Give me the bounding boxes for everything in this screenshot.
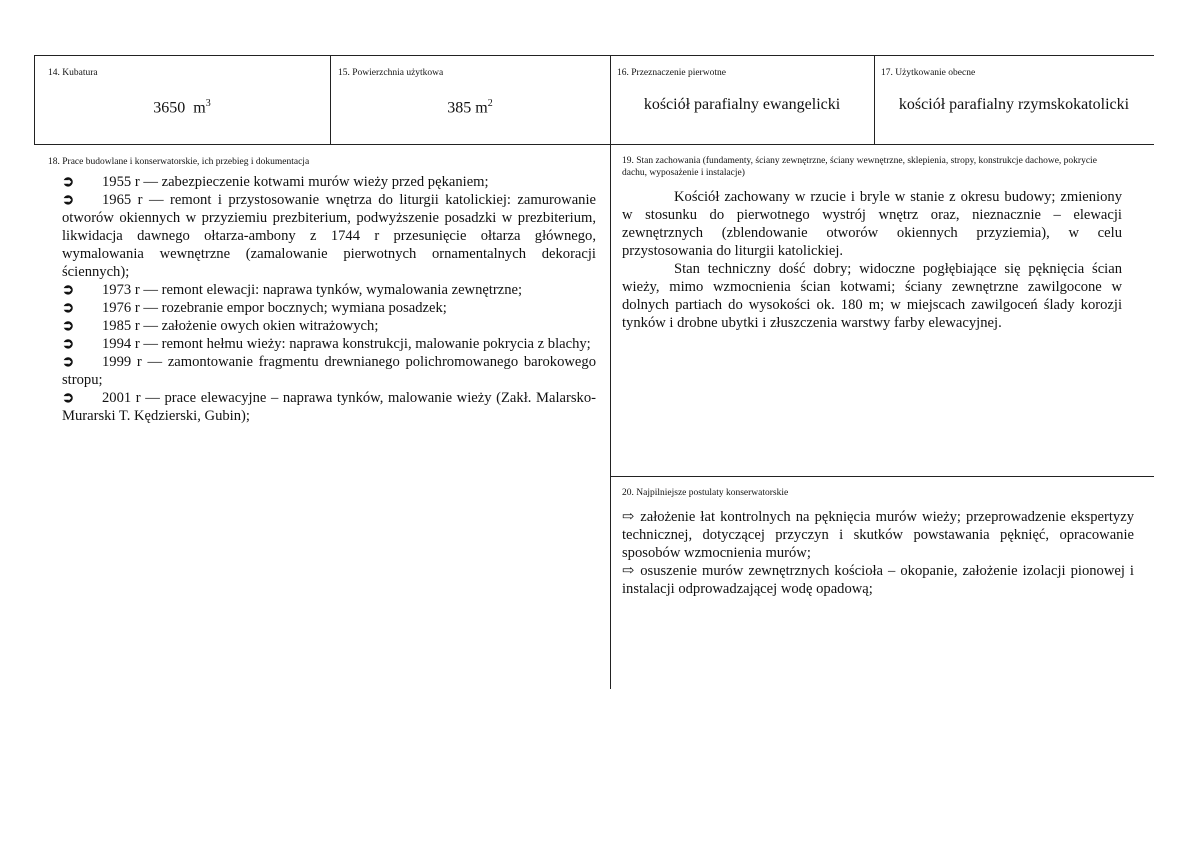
bullet-arrow-icon: ➲: [62, 192, 75, 208]
bullet-arrow-icon: ➲: [62, 174, 75, 190]
col-divider-16: [610, 55, 611, 689]
right-arrow-icon: ⇨: [622, 509, 635, 525]
field-16-value: kościół parafialny ewangelicki: [643, 96, 841, 113]
list-item: ⇨ osuszenie murów zewnętrznych kościoła – okopanie, założenie izolacji pionowej i instalacji odprowadzającej wodę opadową;: [622, 563, 1134, 597]
field-14-label: 14. Kubatura: [48, 68, 98, 78]
section-19-label: 19. Stan zachowania (fundamenty, ściany zewnętrzne, ściany wewnętrzne, sklepienia, stropy, konstrukcje dachowe, pokrycie dachu, wyposażenie i instalacje): [622, 156, 1097, 178]
list-item: ➲ 1973 r — remont elewacji: naprawa tynków, wymalowania zewnętrzne;: [62, 282, 523, 298]
section-20-list: [622, 508, 1134, 598]
bullet-arrow-icon: ➲: [62, 300, 75, 316]
list-item: ➲ 2001 r — prace elewacyjne – naprawa tynków, malowanie wieży (Zakł. Malarsko-Murarski T. Kędzierski, Gubin);: [62, 390, 596, 424]
section-20-label: 20. Najpilniejsze postulaty konserwatorskie: [622, 488, 789, 498]
field-15-value: 385 $m^2$: [447, 98, 493, 117]
list-item: ➲ 1985 r — założenie owych okien witrażowych;: [62, 318, 379, 334]
bullet-arrow-icon: ➲: [62, 318, 75, 334]
field-17-label: 17. Użytkowanie obecne: [881, 68, 976, 78]
list-item: ➲ 1955 r — zabezpieczenie kotwami murów wieży przed pękaniem;: [62, 174, 489, 190]
list-item: ➲ 1999 r — zamontowanie fragmentu drewnianego polichromowanego barokowego stropu;: [62, 354, 596, 388]
section-19-text: [622, 188, 1122, 332]
paragraph: Kościół zachowany w rzucie i bryle w stanie z okresu budowy; zmieniony w stosunku do pierwotnego wystrój wnętrz oraz, nieznacznie – elewacji zewnętrznych (zblendowanie otworów okiennych przyziemia), w celu przystosowania do liturgii katolickiej.: [622, 189, 1122, 259]
row-divider: [34, 144, 1154, 145]
paragraph: Stan techniczny dość dobry; widoczne pogłębiające się pęknięcia ścian wieży, mimo wzmocnienia ścian kotwami; ściany zewnętrzne zawilgocone w dolnych partiach do wysokości ok. 180 m; w miejscach zawilgoceń ślady korozji tynków i drobne ubytki i złuszczenia warstwy farby elewacyjnej.: [622, 261, 1122, 331]
list-item: ➲ 1965 r — remont i przystosowanie wnętrza do liturgii katolickiej: zamurowanie otworów okiennych w przyziemiu prezbiterium, podwyższenie posadzki w prezbiterium, likwidacja dawnego ołtarza-ambony z 1744 r przesunięcie ołtarza głównego, wymalowania wewnętrzne (zamalowanie pierwotnych ornamentalnych dekoracji ściennych);: [62, 192, 596, 280]
field-14-value: 3650 $m^3$: [153, 98, 211, 117]
bullet-arrow-icon: ➲: [62, 282, 75, 298]
right-arrow-icon: ⇨: [622, 563, 635, 579]
list-item: ⇨ założenie łat kontrolnych na pęknięcia murów wieży; przeprowadzenie ekspertyzy technicznej, dotyczącej przyczyn i skutków powstawania pęknięć, opracowanie sposobów wzmocnienia murów;: [622, 509, 1134, 561]
top-border: [34, 55, 1154, 56]
section-18-label: 18. Prace budowlane i konserwatorskie, ich przebieg i dokumentacja: [48, 157, 310, 167]
field-15-label: 15. Powierzchnia użytkowa: [338, 68, 444, 78]
bullet-arrow-icon: ➲: [62, 336, 75, 352]
list-item: ➲ 1976 r — rozebranie empor bocznych; wymiana posadzek;: [62, 300, 447, 316]
field-17-value: kościół parafialny rzymskokatolicki: [898, 96, 1130, 113]
field-16-label: 16. Przeznaczenie pierwotne: [617, 68, 726, 78]
bullet-arrow-icon: ➲: [62, 390, 75, 406]
section-18-list: [62, 173, 596, 425]
list-item: ➲ 1994 r — remont hełmu wieży: naprawa konstrukcji, malowanie pokrycia z blachy;: [62, 336, 591, 352]
section20-divider: [610, 476, 1154, 477]
bullet-arrow-icon: ➲: [62, 354, 75, 370]
